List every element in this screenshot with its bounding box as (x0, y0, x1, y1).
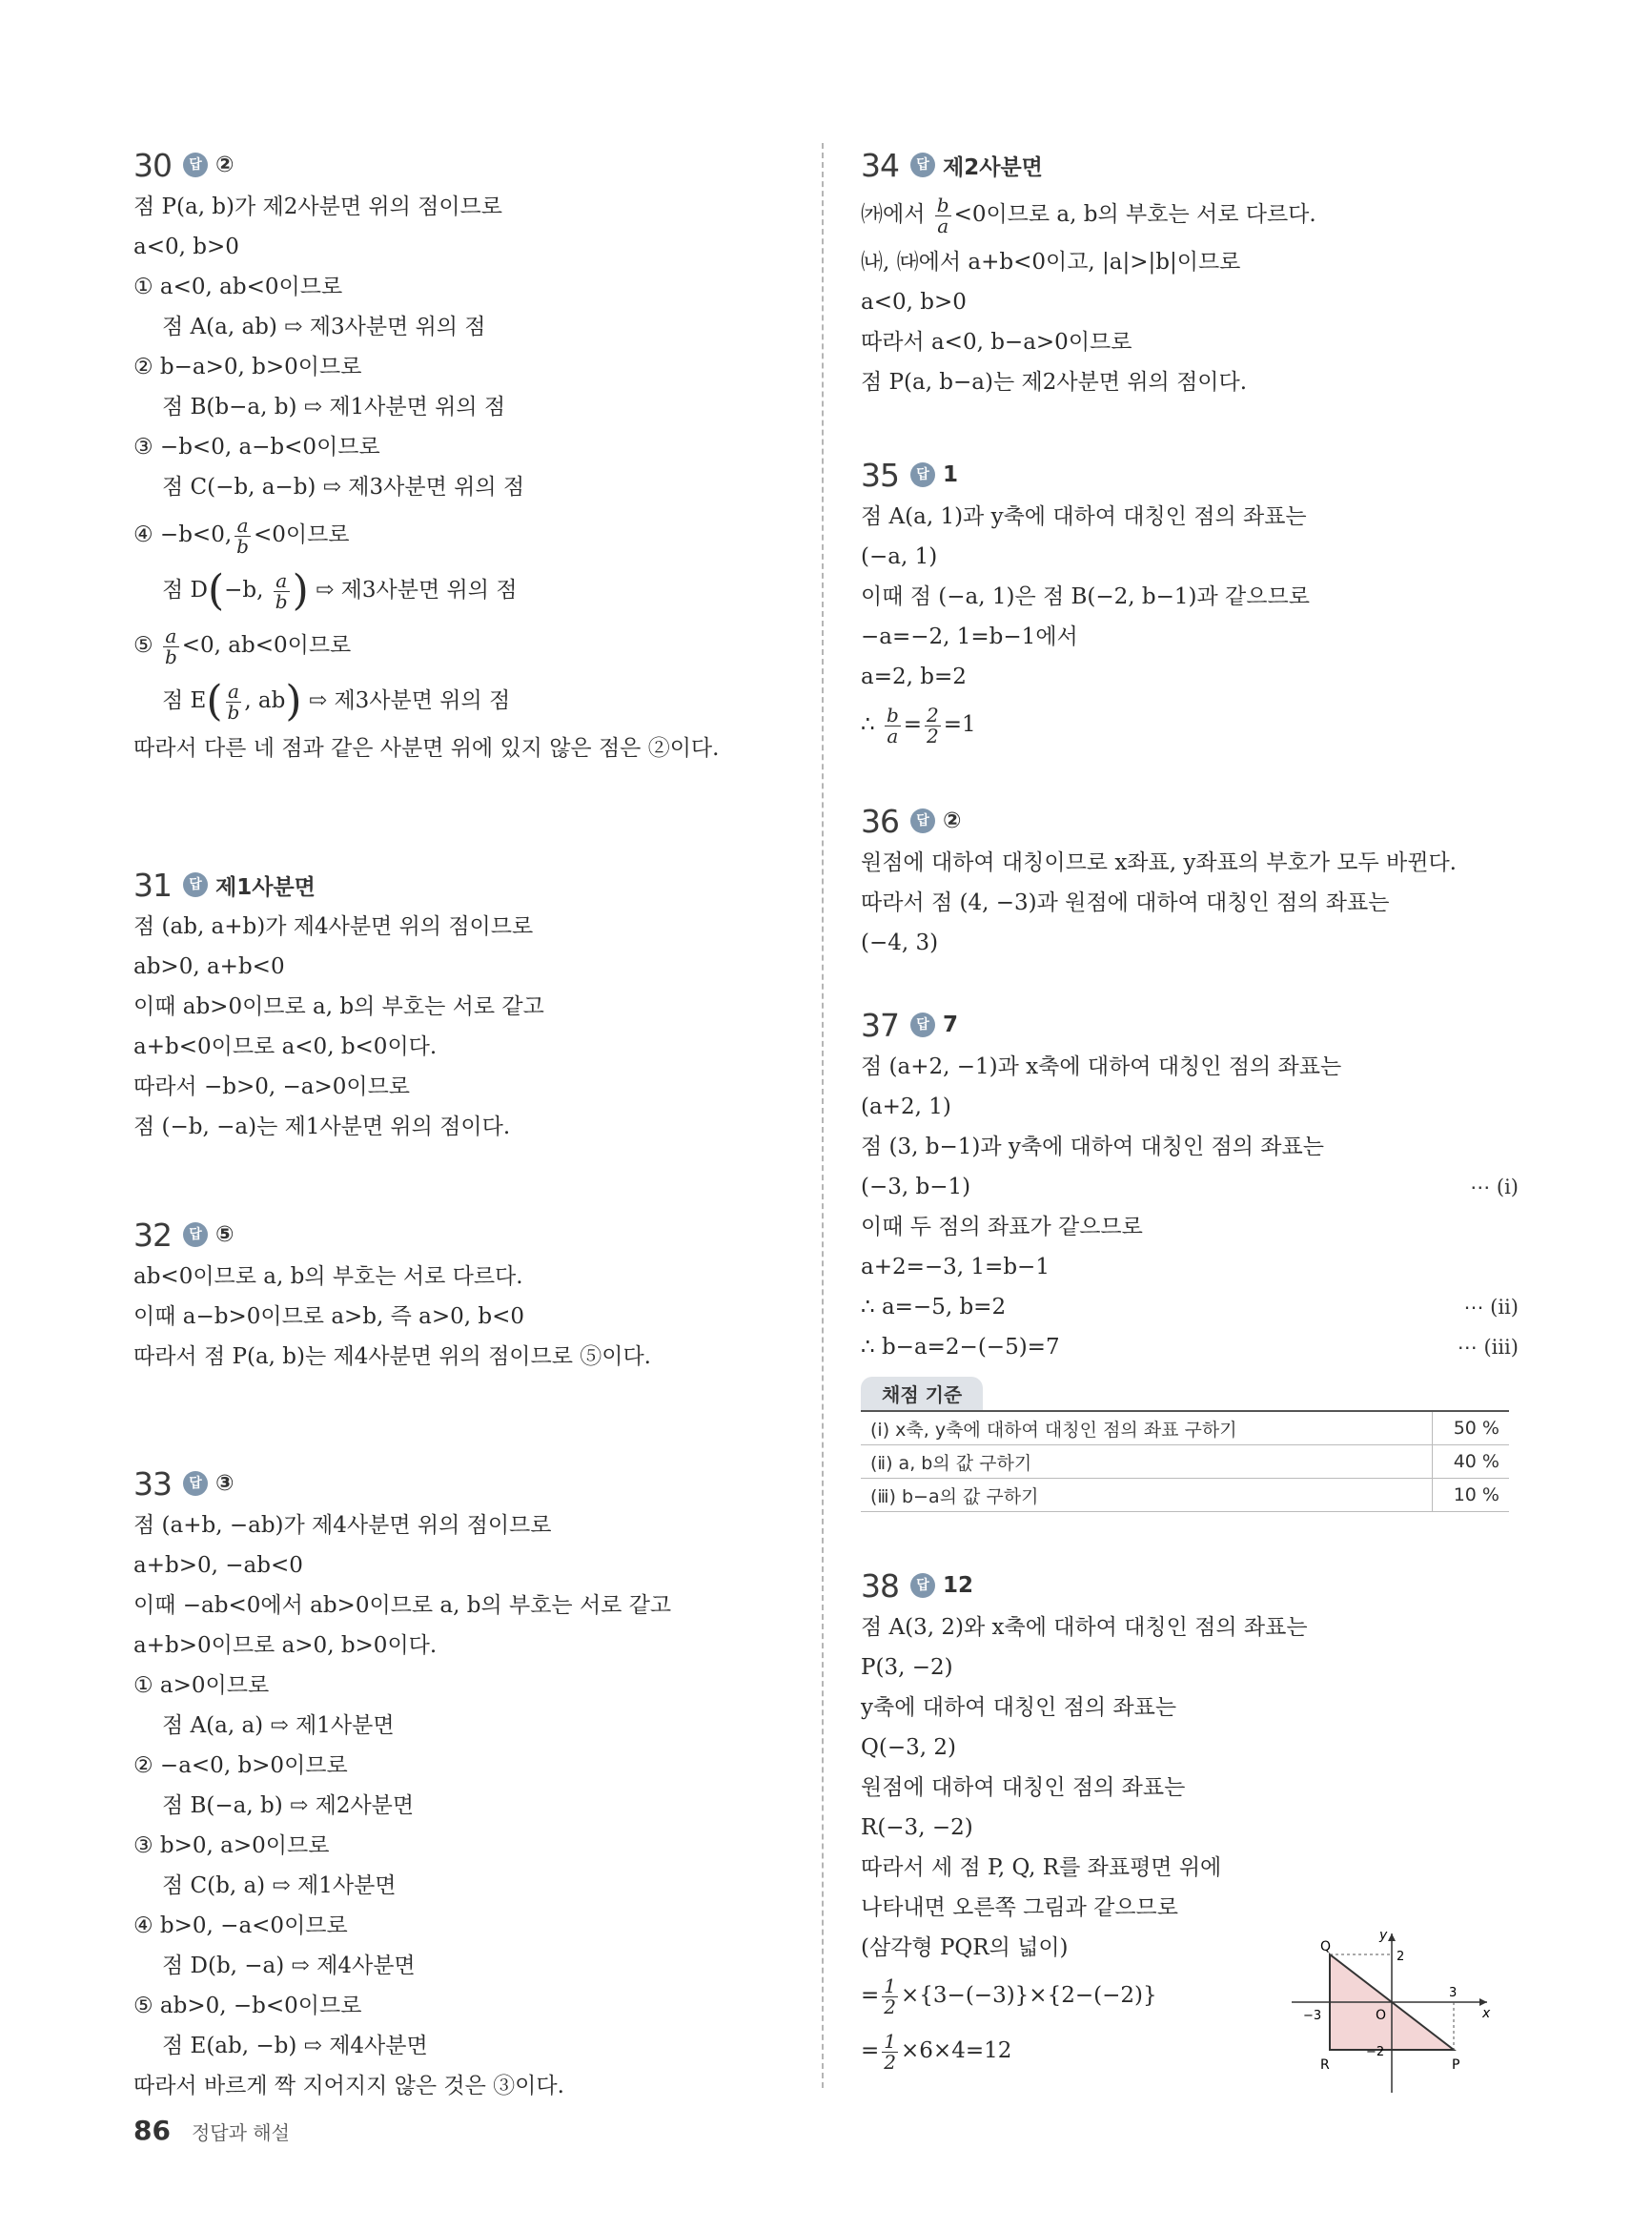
line: 점 A(a, a) ⇨ 제1사분면 (162, 1713, 395, 1738)
line: ∴ b−a=2−(−5)=7 ⋯ (ⅲ) (861, 1327, 1519, 1367)
line: 점 (−b, −a)는 제1사분면 위의 점이다. (133, 1115, 511, 1139)
label-origin: O (1376, 2008, 1387, 2023)
tick-minus3: −3 (1303, 2009, 1322, 2023)
answer: 1 (943, 462, 959, 487)
line: ∴ $\frac{b}{a}$ = $\frac{2}{2}$ =1 (861, 703, 976, 747)
line: 점 E( $\frac{a}{b}$ , ab) ⇨ 제3사분면 위의 점 (162, 677, 511, 726)
problem-number: 30 (133, 146, 172, 184)
line: 원점에 대하여 대칭인 점의 좌표는 (861, 1775, 1186, 1800)
line: ab>0, a+b<0 (133, 954, 285, 979)
triangle-graph (1292, 1926, 1501, 2097)
line: ② −a<0, b>0이므로 (133, 1753, 348, 1778)
line: a+b<0이므로 a<0, b<0이다. (133, 1034, 438, 1059)
line: (−4, 3) (861, 931, 939, 955)
line: a+b>0, −ab<0 (133, 1553, 303, 1578)
page-number: 86 (133, 2115, 171, 2146)
answer-tag-icon: 답 (910, 1013, 935, 1037)
line: ② b−a>0, b>0이므로 (133, 355, 362, 379)
answer: ⑤ (215, 1222, 235, 1247)
line: 이때 점 (−a, 1)은 점 B(−2, b−1)과 같으므로 (861, 584, 1310, 609)
table-row: (ⅰ) x축, y축에 대하여 대칭인 점의 좌표 구하기 50 % (861, 1411, 1509, 1445)
answer-tag-icon: 답 (183, 872, 208, 897)
line: 원점에 대하여 대칭이므로 x좌표, y좌표의 부호가 모두 바뀐다. (861, 850, 1457, 875)
line: ㈎에서 $\frac{b}{a}$ <0이므로 a, b의 부호는 서로 다르다. (861, 193, 1316, 237)
label-q: Q (1320, 1939, 1332, 1954)
fraction: $\frac{a}{b}$ (275, 568, 288, 613)
answer-tag-icon: 답 (910, 462, 935, 487)
line: ㈏, ㈐에서 a+b<0이고, |a|>|b|이므로 (861, 250, 1241, 275)
line: ④ −b<0, $\frac{a}{b}$ <0이므로 (133, 513, 350, 558)
line: 따라서 점 P(a, b)는 제4사분면 위의 점이므로 ⑤이다. (133, 1344, 651, 1369)
tick-minus2: −2 (1366, 2045, 1385, 2059)
line: a<0, b>0 (133, 235, 239, 259)
answer-tag-icon: 답 (183, 153, 208, 177)
answer-tag-icon: 답 (183, 1222, 208, 1247)
fraction: $\frac{a}{b}$ (164, 624, 177, 668)
answer: 12 (943, 1573, 974, 1598)
line: 점 P(a, b−a)는 제2사분면 위의 점이다. (861, 370, 1248, 395)
table-row: (ⅲ) b−a의 값 구하기 10 % (861, 1479, 1509, 1512)
tick-3: 3 (1449, 1986, 1458, 2000)
line: 따라서 점 (4, −3)과 원점에 대하여 대칭인 점의 좌표는 (861, 890, 1390, 915)
footer-label: 정답과 해설 (191, 2121, 290, 2144)
line: R(−3, −2) (861, 1815, 973, 1840)
answer-tag-icon: 답 (910, 808, 935, 833)
step-mark: ⋯ (ⅱ) (1463, 1296, 1519, 1319)
problem-36 (861, 799, 1519, 963)
line: 점 B(b−a, b) ⇨ 제1사분면 위의 점 (162, 395, 506, 419)
line: = $\frac{1}{2}$ ×{3−(−3)}×{2−(−2)} (861, 1974, 1157, 2018)
problem-number: 37 (861, 1006, 899, 1044)
line: a+b>0이므로 a>0, b>0이다. (133, 1633, 438, 1658)
fraction: $\frac{1}{2}$ (884, 1974, 897, 2018)
line: 점 (3, b−1)과 y축에 대하여 대칭인 점의 좌표는 (861, 1135, 1324, 1159)
line: 이때 두 점의 좌표가 같으므로 (861, 1215, 1143, 1239)
problem-37 (861, 1003, 1519, 1512)
fraction: $\frac{2}{2}$ (927, 703, 939, 747)
line: 점 C(b, a) ⇨ 제1사분면 (162, 1873, 397, 1898)
line: (삼각형 PQR의 넓이) (861, 1935, 1069, 1960)
problem-32 (133, 1213, 820, 1377)
line: ∴ a=−5, b=2 ⋯ (ⅱ) (861, 1287, 1519, 1327)
label-x: x (1482, 2006, 1491, 2021)
fraction: $\frac{1}{2}$ (884, 2029, 897, 2074)
line: 점 (ab, a+b)가 제4사분면 위의 점이므로 (133, 914, 534, 939)
problem-number: 35 (861, 456, 899, 494)
line: 점 A(3, 2)와 x축에 대하여 대칭인 점의 좌표는 (861, 1615, 1308, 1640)
problem-number: 33 (133, 1464, 172, 1503)
line: 점 P(a, b)가 제2사분면 위의 점이므로 (133, 194, 502, 219)
line: 점 A(a, 1)과 y축에 대하여 대칭인 점의 좌표는 (861, 504, 1307, 529)
line: 이때 ab>0이므로 a, b의 부호는 서로 같고 (133, 994, 544, 1019)
label-p: P (1452, 2057, 1460, 2073)
line: 점 D(b, −a) ⇨ 제4사분면 (162, 1954, 416, 1978)
answer: ② (943, 808, 962, 833)
line: 점 (a+2, −1)과 x축에 대하여 대칭인 점의 좌표는 (861, 1054, 1342, 1079)
line: ③ −b<0, a−b<0이므로 (133, 435, 380, 460)
line: ④ b>0, −a<0이므로 (133, 1913, 348, 1938)
problem-38 (861, 1564, 1519, 2078)
problem-35 (861, 453, 1519, 752)
step-mark: ⋯ (ⅰ) (1470, 1176, 1519, 1198)
line: = $\frac{1}{2}$ ×6×4=12 (861, 2029, 1012, 2074)
problem-number: 32 (133, 1216, 172, 1254)
line: y축에 대하여 대칭인 점의 좌표는 (861, 1695, 1177, 1720)
line: ① a<0, ab<0이므로 (133, 275, 343, 299)
line: ① a>0이므로 (133, 1673, 270, 1698)
problem-number: 34 (861, 146, 899, 184)
answer: ② (215, 153, 235, 177)
answer: 7 (943, 1013, 959, 1037)
criteria-table (861, 1410, 1509, 1512)
line: 점 E(ab, −b) ⇨ 제4사분면 (162, 2034, 428, 2058)
line: a<0, b>0 (861, 290, 967, 315)
line: 따라서 바르게 짝 지어지지 않은 것은 ③이다. (133, 2074, 564, 2098)
line: 따라서 −b>0, −a>0이므로 (133, 1074, 411, 1099)
line: 점 (a+b, −ab)가 제4사분면 위의 점이므로 (133, 1513, 552, 1538)
answer-tag-icon: 답 (910, 1573, 935, 1598)
step-mark: ⋯ (ⅲ) (1457, 1336, 1519, 1359)
problem-33 (133, 1462, 820, 2106)
y-arrow-icon (1388, 1933, 1396, 1941)
line: (−3, b−1) ⋯ (ⅰ) (861, 1167, 1519, 1207)
answer-tag-icon: 답 (183, 1471, 208, 1496)
answer: 제1사분면 (215, 874, 316, 900)
line: 나타내면 오른쪽 그림과 같으므로 (861, 1895, 1178, 1920)
line: a+2=−3, 1=b−1 (861, 1255, 1050, 1279)
criteria-box (861, 1377, 1519, 1512)
answer: ③ (215, 1471, 235, 1496)
line: 점 D(−b, $\frac{a}{b}$ ) ⇨ 제3사분면 위의 점 (162, 566, 518, 615)
line: a=2, b=2 (861, 665, 967, 689)
line: ⑤ $\frac{a}{b}$ <0, ab<0이므로 (133, 624, 352, 668)
problem-number: 38 (861, 1566, 899, 1605)
label-r: R (1320, 2057, 1330, 2073)
fraction: $\frac{a}{b}$ (227, 679, 240, 724)
line: 점 C(−b, a−b) ⇨ 제3사분면 위의 점 (162, 475, 525, 500)
line: 따라서 a<0, b−a>0이므로 (861, 330, 1132, 355)
line: 이때 a−b>0이므로 a>b, 즉 a>0, b<0 (133, 1304, 525, 1329)
line: 따라서 세 점 P, Q, R를 좌표평면 위에 (861, 1855, 1222, 1880)
fraction: $\frac{a}{b}$ (236, 513, 249, 558)
problem-31 (133, 863, 820, 1147)
table-row: (ⅱ) a, b의 값 구하기 40 % (861, 1445, 1509, 1479)
column-divider (822, 143, 824, 2088)
answer-tag-icon: 답 (910, 153, 935, 177)
problem-number: 31 (133, 866, 172, 904)
page-footer (133, 2115, 290, 2146)
line: 이때 −ab<0에서 ab>0이므로 a, b의 부호는 서로 같고 (133, 1593, 672, 1618)
label-y: y (1379, 1928, 1388, 1943)
line: 점 A(a, ab) ⇨ 제3사분면 위의 점 (162, 315, 486, 339)
criteria-title: 채점 기준 (861, 1377, 983, 1410)
line: Q(−3, 2) (861, 1735, 956, 1760)
line: ③ b>0, a>0이므로 (133, 1833, 330, 1858)
line: 따라서 다른 네 점과 같은 사분면 위에 있지 않은 점은 ②이다. (133, 736, 720, 761)
line: ab<0이므로 a, b의 부호는 서로 다르다. (133, 1264, 523, 1289)
line: P(3, −2) (861, 1655, 953, 1680)
line: (a+2, 1) (861, 1095, 951, 1119)
line: 점 B(−a, b) ⇨ 제2사분면 (162, 1793, 415, 1818)
answer: 제2사분면 (943, 154, 1043, 180)
line: ⑤ ab>0, −b<0이므로 (133, 1994, 362, 2018)
line: (−a, 1) (861, 544, 938, 569)
line: −a=−2, 1=b−1에서 (861, 624, 1078, 649)
problem-30 (133, 143, 820, 768)
fraction: $\frac{b}{a}$ (936, 193, 949, 237)
tick-2: 2 (1397, 1950, 1405, 1964)
x-arrow-icon (1479, 1998, 1487, 2006)
fraction: $\frac{b}{a}$ (886, 703, 899, 747)
problem-34 (861, 143, 1519, 402)
problem-number: 36 (861, 802, 899, 840)
